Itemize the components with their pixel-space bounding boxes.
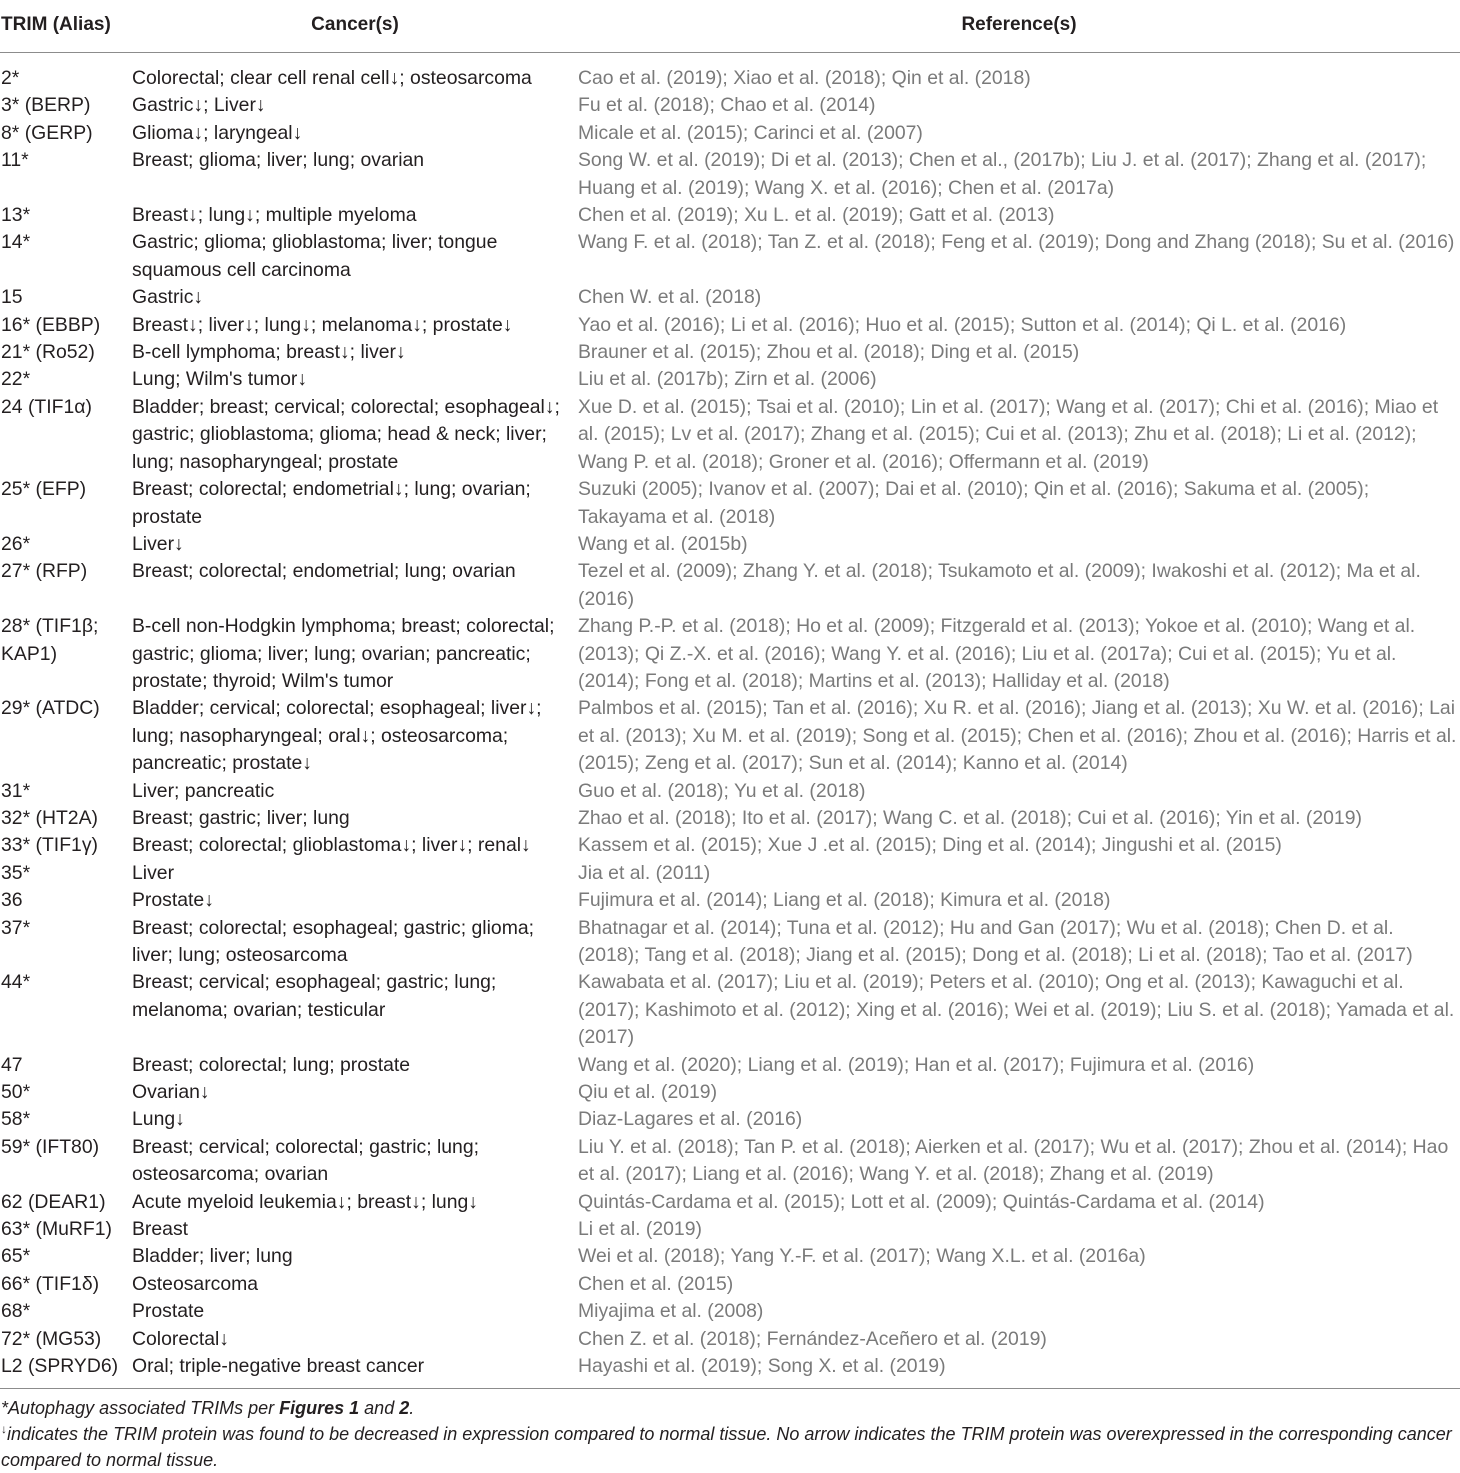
header-cancers: Cancer(s)	[132, 0, 578, 53]
cancers-cell: Prostate↓	[132, 889, 214, 912]
table-row	[0, 1243, 1460, 1270]
trim-cell: 37*	[1, 916, 31, 939]
cancers-cell: Breast; colorectal; endometrial; lung; ovarian	[132, 560, 516, 583]
trim-cell: 32* (HT2A)	[1, 806, 98, 829]
cancers-cell: B-cell non-Hodgkin lymphoma; breast; colorectal; gastric; glioma; liver; lung; ovarian; pancreatic; prostate; thyroid; Wilm's tumor	[132, 615, 555, 692]
table-row	[0, 613, 1460, 695]
cancers-cell: Breast	[132, 1218, 189, 1241]
references-cell[interactable]: Chen W. et al. (2018)	[578, 286, 762, 309]
references-cell[interactable]: Micale et al. (2015); Carinci et al. (2007)	[578, 121, 923, 144]
references-cell[interactable]: Fujimura et al. (2014); Liang et al. (2018); Kimura et al. (2018)	[578, 889, 1111, 912]
trim-cell: 28* (TIF1β; KAP1)	[1, 615, 99, 665]
table-row	[0, 147, 1460, 202]
cancers-cell: Bladder; cervical; colorectal; esophageal; liver↓; lung; nasopharyngeal; oral↓; osteosarcoma; pancreatic; prostate↓	[132, 697, 542, 775]
cancers-cell: Breast; cervical; esophageal; gastric; lung; melanoma; ovarian; testicular	[132, 971, 497, 1021]
trim-cell: 63* (MuRF1)	[1, 1218, 112, 1241]
trim-cell: 68*	[1, 1300, 31, 1323]
table-row	[0, 832, 1460, 859]
trim-cell: 33* (TIF1γ)	[1, 834, 98, 857]
references-cell[interactable]: Wang F. et al. (2018); Tan Z. et al. (2018); Feng et al. (2019); Dong and Zhang (2018); Su et al. (2016)	[578, 231, 1455, 254]
table-row	[0, 1079, 1460, 1106]
references-cell[interactable]: Kawabata et al. (2017); Liu et al. (2019); Peters et al. (2010); Ong et al. (2013); Kawaguchi et al. (2017); Kashimoto et al. (2012); Xing et al. (2016); Wei et al. (2019); Liu S. et al. (2018); Yamada et al. (2017)	[578, 971, 1455, 1049]
references-cell[interactable]: Zhang P.-P. et al. (2018); Ho et al. (2009); Fitzgerald et al. (2013); Yokoe et al. (2010); Wang et al. (2013); Qi Z.-X. et al. (2016); Wang Y. et al. (2016); Liu et al. (2017a); Cui et al. (2015); Yu et al. (2014); Fong et al. (2018); Martins et al. (2013); Halliday et al. (2018)	[578, 615, 1416, 692]
trim-cell: 29* (ATDC)	[1, 697, 100, 720]
references-cell[interactable]: Liu et al. (2017b); Zirn et al. (2006)	[578, 368, 877, 391]
references-cell[interactable]: Suzuki (2005); Ivanov et al. (2007); Dai et al. (2010); Qin et al. (2016); Sakuma et al. (2005); Takayama et al. (2018)	[578, 478, 1370, 528]
references-cell[interactable]: Fu et al. (2018); Chao et al. (2014)	[578, 94, 876, 117]
cancers-cell: Lung; Wilm's tumor↓	[132, 368, 308, 391]
footnote-autophagy-prefix: *Autophagy associated TRIMs per	[1, 1397, 280, 1418]
trim-cell: 27* (RFP)	[1, 560, 88, 583]
trim-cell: 44*	[1, 971, 31, 994]
references-cell[interactable]: Chen Z. et al. (2018); Fernández-Aceñero et al. (2019)	[578, 1327, 1047, 1350]
cancers-cell: Oral; triple-negative breast cancer	[132, 1355, 425, 1378]
figure-2-link[interactable]: 2	[399, 1397, 410, 1418]
table-row	[0, 860, 1460, 887]
cancers-cell: Acute myeloid leukemia↓; breast↓; lung↓	[132, 1190, 478, 1213]
references-cell[interactable]: Hayashi et al. (2019); Song X. et al. (2019)	[578, 1355, 946, 1378]
cancers-cell: Liver↓	[132, 532, 184, 555]
references-cell[interactable]: Wang et al. (2015b)	[578, 532, 748, 555]
table-row	[0, 887, 1460, 914]
table-row	[0, 202, 1460, 229]
trim-cell: 58*	[1, 1108, 31, 1131]
cancers-cell: Bladder; liver; lung	[132, 1245, 293, 1268]
cancers-cell: Breast; cervical; colorectal; gastric; lung; osteosarcoma; ovarian	[132, 1135, 480, 1186]
cancers-cell: Breast; colorectal; glioblastoma↓; liver↓; renal↓	[132, 834, 531, 857]
table-row	[0, 1271, 1460, 1298]
table-row	[0, 312, 1460, 339]
references-cell[interactable]: Song W. et al. (2019); Di et al. (2013); Chen et al., (2017b); Liu J. et al. (2017); Zhang et al. (2017); Huang et al. (2019); Wang X. et al. (2016); Chen et al. (2017a)	[578, 149, 1427, 199]
references-cell[interactable]: Liu Y. et al. (2018); Tan P. et al. (2018); Aierken et al. (2017); Wu et al. (2017); Zhou et al. (2014); Hao et al. (2017); Liang et al. (2016); Wang Y. et al. (2018); Zhang et al. (2019)	[578, 1135, 1449, 1186]
references-cell[interactable]: Bhatnagar et al. (2014); Tuna et al. (2012); Hu and Gan (2017); Wu et al. (2018); Chen D. et al. (2018); Tang et al. (2018); Jiang et al. (2015); Dong et al. (2018); Li et al. (2018); Tao et al. (2017)	[578, 916, 1413, 966]
cancers-cell: Gastric↓	[132, 286, 204, 309]
trim-cell: 2*	[1, 67, 20, 89]
trim-cell: 66* (TIF1δ)	[1, 1272, 100, 1295]
references-cell[interactable]: Wei et al. (2018); Yang Y.-F. et al. (2017); Wang X.L. et al. (2016a)	[578, 1245, 1146, 1268]
trim-cell: 65*	[1, 1245, 31, 1268]
references-cell[interactable]: Guo et al. (2018); Yu et al. (2018)	[578, 779, 866, 802]
references-cell[interactable]: Brauner et al. (2015); Zhou et al. (2018); Ding et al. (2015)	[578, 341, 1080, 364]
trim-cell: 3* (BERP)	[1, 94, 91, 117]
references-cell[interactable]: Jia et al. (2011)	[578, 861, 711, 884]
table-row	[0, 92, 1460, 119]
table-row	[0, 1052, 1460, 1079]
references-cell[interactable]: Quintás-Cardama et al. (2015); Lott et al. (2009); Quintás-Cardama et al. (2014)	[578, 1190, 1265, 1213]
cancers-cell: Colorectal; clear cell renal cell↓; osteosarcoma	[132, 67, 532, 89]
table-row	[0, 915, 1460, 970]
table-row	[0, 120, 1460, 147]
trim-cell: 14*	[1, 231, 31, 254]
trim-cell: 11*	[1, 149, 29, 172]
table-row	[0, 778, 1460, 805]
trim-cell: 50*	[1, 1081, 31, 1104]
trim-cell: 15	[1, 286, 23, 309]
table-row	[0, 531, 1460, 558]
cancers-cell: Breast; colorectal; endometrial↓; lung; ovarian; prostate	[132, 478, 531, 528]
cancers-cell: Liver	[132, 861, 175, 884]
references-cell[interactable]: Diaz-Lagares et al. (2016)	[578, 1108, 803, 1131]
references-cell[interactable]: Miyajima et al. (2008)	[578, 1300, 764, 1323]
header-row	[0, 0, 1460, 53]
cancers-cell: Prostate	[132, 1300, 205, 1323]
footnote-arrow-text: indicates the TRIM protein was found to be decreased in expression compared to normal tissue. No arrow indicates the TRIM protein was overexpressed in the corresponding cancer compared to normal tissue.	[1, 1423, 1452, 1470]
references-cell[interactable]: Zhao et al. (2018); Ito et al. (2017); Wang C. et al. (2018); Cui et al. (2016); Yin et al. (2019)	[578, 806, 1362, 829]
trim-cell: 22*	[1, 368, 31, 391]
references-cell[interactable]: Li et al. (2019)	[578, 1218, 702, 1241]
trim-cell: 25* (EFP)	[1, 478, 87, 501]
cancers-cell: Breast; glioma; liver; lung; ovarian	[132, 149, 425, 172]
trim-cell: 35*	[1, 861, 31, 884]
cancers-cell: Breast↓; lung↓; multiple myeloma	[132, 204, 417, 227]
table-row	[0, 339, 1460, 366]
cancers-cell: Colorectal↓	[132, 1327, 229, 1350]
cancers-cell: Gastric; glioma; glioblastoma; liver; tongue squamous cell carcinoma	[132, 231, 498, 281]
table-row	[0, 969, 1460, 1051]
table-footnotes	[0, 1388, 1460, 1473]
cancers-cell: Gastric↓; Liver↓	[132, 94, 266, 117]
references-cell[interactable]: Qiu et al. (2019)	[578, 1081, 718, 1104]
references-cell[interactable]: Xue D. et al. (2015); Tsai et al. (2010); Lin et al. (2017); Wang et al. (2017); Chi et al. (2016); Miao et al. (2015); Lv et al. (2017); Zhang et al. (2015); Cui et al. (2013); Zhu et al. (2018); Li et al. (2012); Wang P. et al. (2018); Groner et al. (2016); Offermann et al. (2019)	[578, 395, 1439, 473]
table-row	[0, 53, 1460, 93]
trim-cell: 24 (TIF1α)	[1, 395, 92, 418]
footnote-autophagy-suffix: .	[409, 1397, 415, 1418]
table-row	[0, 1326, 1460, 1353]
cancers-cell: B-cell lymphoma; breast↓; liver↓	[132, 341, 406, 364]
trim-cell: 36	[1, 889, 23, 912]
table-row	[0, 558, 1460, 613]
references-cell[interactable]: Tezel et al. (2009); Zhang Y. et al. (2018); Tsukamoto et al. (2009); Iwakoshi et al. (2012); Ma et al. (2016)	[578, 560, 1421, 610]
cancers-cell: Glioma↓; laryngeal↓	[132, 121, 303, 144]
references-cell[interactable]: Chen et al. (2019); Xu L. et al. (2019); Gatt et al. (2013)	[578, 204, 1055, 227]
cancers-cell: Breast; colorectal; lung; prostate	[132, 1053, 411, 1076]
table-row	[0, 805, 1460, 832]
trim-cell: 31*	[1, 779, 31, 802]
table-row	[0, 229, 1460, 284]
trim-cell: L2 (SPRYD6)	[1, 1355, 119, 1378]
trim-cell: 26*	[1, 532, 31, 555]
cancers-cell: Breast; gastric; liver; lung	[132, 806, 350, 829]
cancers-cell: Ovarian↓	[132, 1081, 210, 1104]
table-row	[0, 1216, 1460, 1243]
table-row	[0, 1134, 1460, 1189]
figure-1-link[interactable]: Figures 1	[279, 1397, 360, 1418]
trim-cell: 59* (IFT80)	[1, 1135, 100, 1158]
trim-cell: 72* (MG53)	[1, 1327, 102, 1350]
trim-cell: 13*	[1, 204, 31, 227]
references-cell[interactable]: Chen et al. (2015)	[578, 1272, 734, 1295]
references-cell[interactable]: Wang et al. (2020); Liang et al. (2019); Han et al. (2017); Fujimura et al. (2016)	[578, 1053, 1255, 1076]
trim-cell: 62 (DEAR1)	[1, 1190, 106, 1213]
footnote-arrow	[1, 1421, 1458, 1473]
table-row	[0, 394, 1460, 476]
down-arrow-icon: ↓	[1, 1421, 7, 1436]
table-row	[0, 1298, 1460, 1325]
trim-cell: 8* (GERP)	[1, 121, 93, 144]
table-body	[0, 53, 1460, 1388]
table-row	[0, 366, 1460, 393]
table-row	[0, 1189, 1460, 1216]
table-header	[0, 0, 1460, 53]
cancers-cell: Breast; colorectal; esophageal; gastric; glioma; liver; lung; osteosarcoma	[132, 916, 535, 966]
trim-cell: 21* (Ro52)	[1, 341, 95, 364]
table-row	[0, 284, 1460, 311]
references-cell[interactable]: Palmbos et al. (2015); Tan et al. (2016); Xu R. et al. (2016); Jiang et al. (2013); Xu W. et al. (2016); Lai et al. (2013); Xu M. et al. (2019); Song et al. (2015); Chen et al. (2016); Zhou et al. (2016); Harris et al. (2015); Zeng et al. (2017); Sun et al. (2014); Kanno et al. (2014)	[578, 697, 1457, 775]
cancers-cell: Osteosarcoma	[132, 1272, 259, 1295]
table-row	[0, 1353, 1460, 1387]
references-cell[interactable]: Kassem et al. (2015); Xue J .et al. (2015); Ding et al. (2014); Jingushi et al. (2015)	[578, 834, 1282, 857]
table-row	[0, 695, 1460, 777]
cancers-cell: Lung↓	[132, 1108, 185, 1131]
footnote-autophagy-and: and	[359, 1397, 400, 1418]
cancers-cell: Breast↓; liver↓; lung↓; melanoma↓; prostate↓	[132, 313, 513, 336]
trim-cell: 16* (EBBP)	[1, 313, 101, 336]
table-row	[0, 476, 1460, 531]
references-cell[interactable]: Cao et al. (2019); Xiao et al. (2018); Qin et al. (2018)	[578, 67, 1031, 89]
references-cell[interactable]: Yao et al. (2016); Li et al. (2016); Huo et al. (2015); Sutton et al. (2014); Qi L. et al. (2016)	[578, 313, 1347, 336]
cancers-cell: Liver; pancreatic	[132, 779, 275, 802]
cancers-cell: Bladder; breast; cervical; colorectal; esophageal↓; gastric; glioblastoma; glioma; head & neck; liver; lung; nasopharyngeal; prostate	[132, 395, 560, 473]
trim-cell: 47	[1, 1053, 23, 1076]
table-row	[0, 1106, 1460, 1133]
header-trim-alias: TRIM (Alias)	[0, 0, 132, 53]
footnote-autophagy	[1, 1395, 1458, 1421]
header-references: Reference(s)	[578, 0, 1460, 53]
